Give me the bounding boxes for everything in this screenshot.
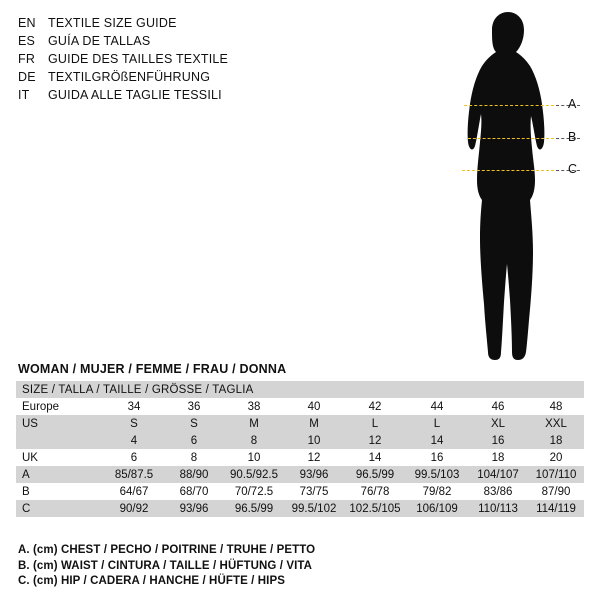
cell: 36 (164, 398, 224, 415)
language-code: ES (18, 34, 36, 48)
female-body-icon (430, 8, 590, 368)
cell: 48 (528, 398, 584, 415)
cell: 102.5/105 (344, 500, 406, 517)
cell: 42 (344, 398, 406, 415)
cell: 46 (468, 398, 528, 415)
language-row-en (18, 14, 318, 32)
cell: 12 (344, 432, 406, 449)
measure-line-chest (464, 105, 554, 106)
cell: 8 (164, 449, 224, 466)
cell: 79/82 (406, 483, 468, 500)
cell: L (406, 415, 468, 432)
cell: 38 (224, 398, 284, 415)
cell: 10 (284, 432, 344, 449)
row-label: C (16, 500, 104, 517)
female-silhouette-figure (430, 8, 590, 368)
cell: 96.5/99 (224, 500, 284, 517)
cell: 106/109 (406, 500, 468, 517)
cell: 104/107 (468, 466, 528, 483)
table-row (16, 415, 584, 432)
language-title: GUIDE DES TAILLES TEXTILE (48, 52, 229, 66)
cell: S (104, 415, 164, 432)
measure-label-b: B (568, 130, 577, 144)
row-label: Europe (16, 398, 104, 415)
row-label: US (16, 415, 104, 432)
language-title: TEXTILGRÖßENFÜHRUNG (48, 70, 211, 84)
cell: 40 (284, 398, 344, 415)
measure-label-a: A (568, 97, 577, 111)
table-header-label: SIZE / TALLA / TAILLE / GRÖSSE / TAGLIA (16, 381, 584, 398)
language-title: TEXTILE SIZE GUIDE (48, 16, 177, 30)
language-row-fr (18, 50, 318, 68)
cell: 88/90 (164, 466, 224, 483)
cell: 90.5/92.5 (224, 466, 284, 483)
row-label: UK (16, 449, 104, 466)
cell: 114/119 (528, 500, 584, 517)
row-label: A (16, 466, 104, 483)
cell: 68/70 (164, 483, 224, 500)
legend-row-c: C. (cm) HIP / CADERA / HANCHE / HÜFTE / HIPS (18, 575, 286, 587)
cell: 87/90 (528, 483, 584, 500)
table-row (16, 466, 584, 483)
cell: 64/67 (104, 483, 164, 500)
language-code: DE (18, 70, 36, 84)
table-row (16, 483, 584, 500)
cell: 93/96 (164, 500, 224, 517)
measure-line-hip (462, 170, 554, 171)
cell: 73/75 (284, 483, 344, 500)
cell: 107/110 (528, 466, 584, 483)
cell: 85/87.5 (104, 466, 164, 483)
cell: 44 (406, 398, 468, 415)
language-row-it (18, 86, 318, 104)
language-title: GUÍA DE TALLAS (48, 34, 151, 48)
cell: 99.5/103 (406, 466, 468, 483)
legend-row-a: A. (cm) CHEST / PECHO / POITRINE / TRUHE / PETTO (18, 544, 316, 556)
cell: L (344, 415, 406, 432)
cell: 34 (104, 398, 164, 415)
language-code: IT (18, 88, 30, 102)
cell: 76/78 (344, 483, 406, 500)
cell: 110/113 (468, 500, 528, 517)
table-row (16, 432, 584, 449)
cell: 12 (284, 449, 344, 466)
cell: M (284, 415, 344, 432)
cell: 4 (104, 432, 164, 449)
section-title: WOMAN / MUJER / FEMME / FRAU / DONNA (18, 362, 287, 376)
legend-row-b: B. (cm) WAIST / CINTURA / TAILLE / HÜFTUNG / VITA (18, 559, 313, 572)
cell: XL (468, 415, 528, 432)
cell: 93/96 (284, 466, 344, 483)
cell: 83/86 (468, 483, 528, 500)
language-row-de (18, 68, 318, 86)
table-row (16, 398, 584, 415)
size-table (16, 381, 584, 517)
cell: XXL (528, 415, 584, 432)
cell: 6 (164, 432, 224, 449)
language-code: EN (18, 16, 36, 30)
cell: 99.5/102 (284, 500, 344, 517)
row-label: B (16, 483, 104, 500)
cell: 20 (528, 449, 584, 466)
cell: 16 (468, 432, 528, 449)
table-row (16, 449, 584, 466)
language-code: FR (18, 52, 36, 66)
language-title-list (18, 14, 318, 104)
cell: 10 (224, 449, 284, 466)
cell: 18 (528, 432, 584, 449)
table-row (16, 500, 584, 517)
measure-line-waist (468, 138, 554, 139)
cell: 16 (406, 449, 468, 466)
language-title: GUIDA ALLE TAGLIE TESSILI (48, 88, 222, 102)
measurement-legend (18, 543, 578, 590)
cell: 14 (406, 432, 468, 449)
cell: S (164, 415, 224, 432)
table-header-row (16, 381, 584, 398)
cell: 90/92 (104, 500, 164, 517)
cell: 6 (104, 449, 164, 466)
cell: 70/72.5 (224, 483, 284, 500)
cell: M (224, 415, 284, 432)
cell: 8 (224, 432, 284, 449)
measure-label-c: C (568, 162, 578, 176)
row-label (16, 432, 104, 449)
cell: 14 (344, 449, 406, 466)
cell: 96.5/99 (344, 466, 406, 483)
cell: 18 (468, 449, 528, 466)
language-row-es (18, 32, 318, 50)
